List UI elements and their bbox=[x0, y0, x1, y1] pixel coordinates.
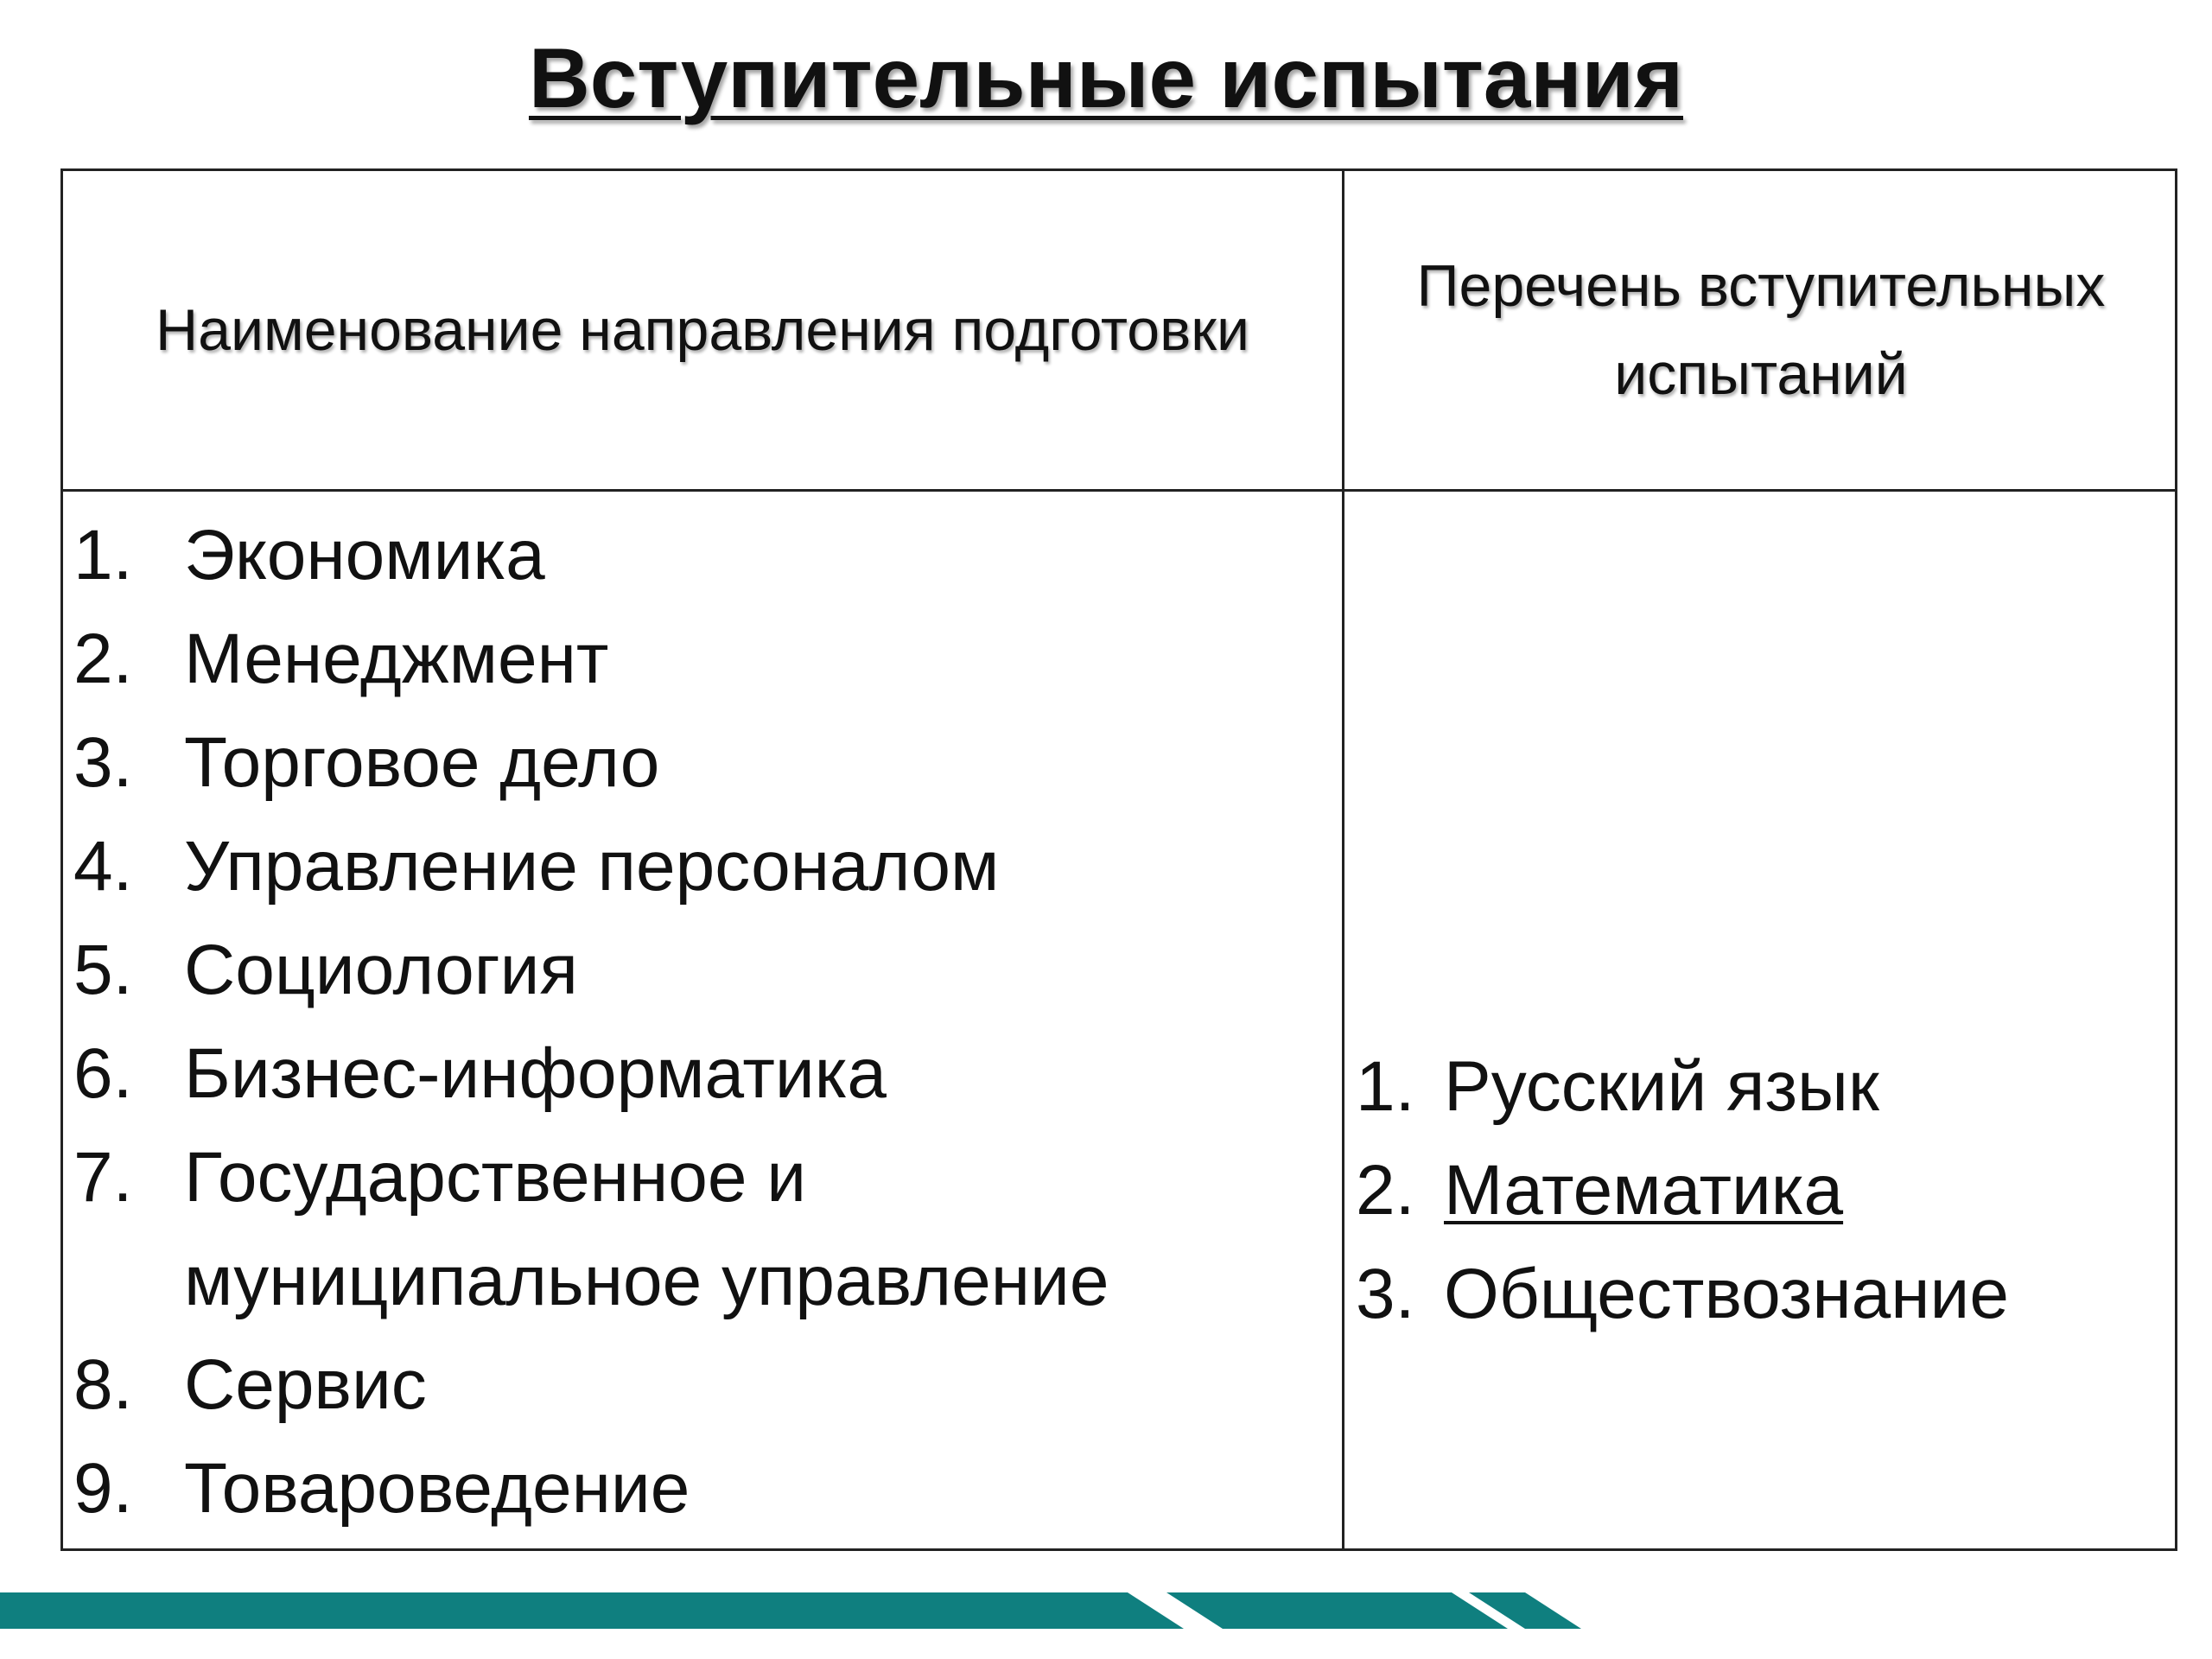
list-item bbox=[73, 815, 1335, 918]
list-item bbox=[73, 1333, 1335, 1437]
list-item bbox=[73, 711, 1335, 815]
list-item-label: Товароведение bbox=[184, 1449, 690, 1528]
list-item-label: Экономика bbox=[184, 516, 545, 594]
list-item-label: Менеджмент bbox=[184, 620, 609, 698]
list-item-label: Торговое дело bbox=[184, 723, 660, 802]
footer-stripe-left bbox=[0, 1592, 1184, 1629]
entrance-exams-table bbox=[60, 168, 2177, 1551]
list-item-label: Обществознание bbox=[1444, 1255, 2009, 1333]
list-item-number: 2. bbox=[73, 620, 133, 698]
list-item-label: Математика bbox=[1444, 1151, 1844, 1230]
list-item bbox=[73, 1126, 1335, 1333]
list-item-number: 7. bbox=[73, 1138, 133, 1217]
list-item-number: 5. bbox=[73, 931, 133, 1009]
page-title bbox=[0, 26, 2212, 130]
list-item bbox=[1356, 1035, 2168, 1139]
list-item-number: 1. bbox=[73, 516, 133, 594]
list-item-label: Социология bbox=[184, 931, 578, 1009]
list-item-number: 8. bbox=[73, 1345, 133, 1424]
list-item bbox=[73, 918, 1335, 1022]
header-directions: Наименование направления подготовки bbox=[156, 297, 1249, 363]
directions-list bbox=[73, 504, 1335, 1541]
list-item-label: Управление персоналом bbox=[184, 827, 1000, 906]
list-item-number: 3. bbox=[73, 723, 133, 802]
header-divider bbox=[63, 489, 2175, 492]
list-item bbox=[1356, 1243, 2168, 1346]
list-item-label: Сервис bbox=[184, 1345, 427, 1424]
list-item bbox=[73, 1437, 1335, 1541]
page-title-text: Вступительные испытания bbox=[528, 30, 1683, 125]
footer-stripe-middle bbox=[1166, 1592, 1508, 1629]
list-item-label: Государственное и муниципальное управление bbox=[184, 1138, 1109, 1320]
list-item-number: 9. bbox=[73, 1449, 133, 1528]
list-item-number: 3. bbox=[1356, 1255, 1415, 1333]
list-item-number: 2. bbox=[1356, 1151, 1415, 1230]
header-exams: Перечень вступительных испытаний bbox=[1416, 253, 2106, 407]
list-item-number: 4. bbox=[73, 827, 133, 906]
footer-decoration bbox=[0, 1592, 1581, 1629]
list-item-label: Русский язык bbox=[1444, 1047, 1879, 1126]
list-item bbox=[73, 607, 1335, 711]
list-item bbox=[73, 1022, 1335, 1126]
list-item bbox=[1356, 1139, 2168, 1243]
list-item-number: 6. bbox=[73, 1034, 133, 1113]
list-item bbox=[73, 504, 1335, 607]
exams-list bbox=[1356, 1035, 2168, 1346]
list-item-number: 1. bbox=[1356, 1047, 1415, 1126]
list-item-label: Бизнес-информатика bbox=[184, 1034, 887, 1113]
